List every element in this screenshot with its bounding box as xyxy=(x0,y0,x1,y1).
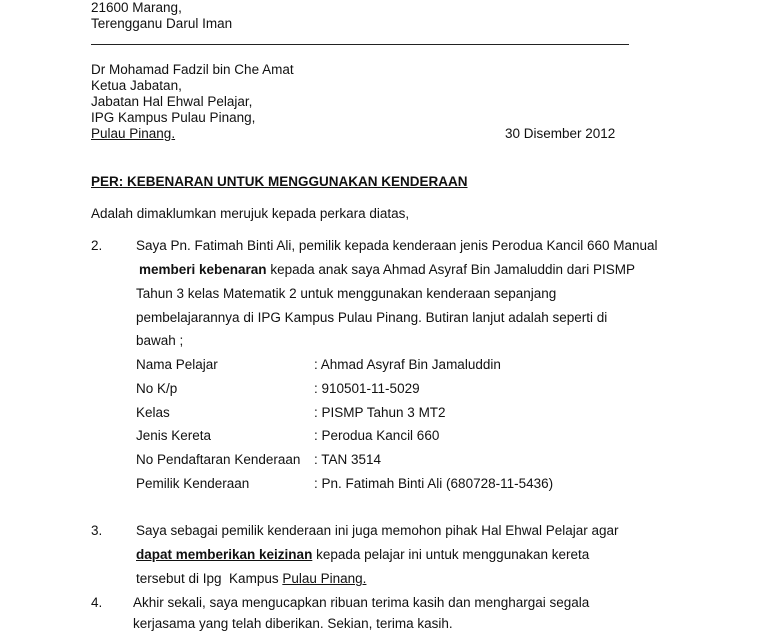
detail-label: Kelas xyxy=(136,405,170,420)
sender-state: Terengganu Darul Iman xyxy=(91,16,233,31)
para3-emphasis: dapat memberikan keizinan xyxy=(136,547,313,562)
para4-line1: Akhir sekali, saya mengucapkan ribuan terima kasih dan menghargai segala xyxy=(133,595,590,610)
letter-subject: PER: KEBENARAN UNTUK MENGGUNAKAN KENDERAAN xyxy=(91,174,468,189)
para3-line3 xyxy=(136,571,366,587)
detail-label: No Pendaftaran Kenderaan xyxy=(136,452,301,467)
para3-line3-b: Pulau Pinang. xyxy=(282,571,367,586)
recipient-institution: IPG Kampus Pulau Pinang, xyxy=(91,110,256,125)
para2-line1: Saya Pn. Fatimah Binti Ali, pemilik kepada kenderaan jenis Perodua Kancil 660 Manual xyxy=(136,238,658,253)
recipient-name: Dr Mohamad Fadzil bin Che Amat xyxy=(91,62,294,77)
detail-value: : Pn. Fatimah Binti Ali (680728-11-5436) xyxy=(314,476,554,491)
detail-value: : PISMP Tahun 3 MT2 xyxy=(314,405,446,420)
para4-line2: kerjasama yang telah diberikan. Sekian, terima kasih. xyxy=(133,616,453,631)
para3-line3-a: tersebut di Ipg Kampus xyxy=(136,571,283,586)
para3-number: 3. xyxy=(91,523,103,538)
detail-value: : TAN 3514 xyxy=(314,452,382,467)
para3-line1: Saya sebagai pemilik kenderaan ini juga memohon pihak Hal Ehwal Pelajar agar xyxy=(136,523,619,538)
recipient-department: Jabatan Hal Ehwal Pelajar, xyxy=(91,94,253,109)
para2-line4: pembelajarannya di IPG Kampus Pulau Pinang. Butiran lanjut adalah seperti di xyxy=(136,310,608,325)
detail-label: Pemilik Kenderaan xyxy=(136,476,250,491)
para2-emphasis: memberi kebenaran xyxy=(139,262,267,277)
para2-line3: Tahun 3 kelas Matematik 2 untuk menggunakan kenderaan sepanjang xyxy=(136,286,557,301)
opening-line: Adalah dimaklumkan merujuk kepada perkara diatas, xyxy=(91,206,410,221)
detail-label: Nama Pelajar xyxy=(136,357,218,372)
recipient-city: Pulau Pinang. xyxy=(91,126,176,141)
para2-line5: bawah ; xyxy=(136,333,184,348)
detail-value: : 910501-11-5029 xyxy=(314,381,420,396)
detail-label: Jenis Kereta xyxy=(136,428,212,443)
para3-line2 xyxy=(136,547,589,563)
para2-number: 2. xyxy=(91,238,103,253)
divider-line xyxy=(91,44,629,45)
recipient-position: Ketua Jabatan, xyxy=(91,78,182,93)
letter-date: 30 Disember 2012 xyxy=(505,126,616,141)
detail-label: No K/p xyxy=(136,381,178,396)
para2-line2 xyxy=(139,262,635,278)
para4-number: 4. xyxy=(91,595,103,610)
sender-postcode: 21600 Marang, xyxy=(91,0,182,15)
detail-value: : Ahmad Asyraf Bin Jamaluddin xyxy=(314,357,501,372)
para2-line2-rest: kepada anak saya Ahmad Asyraf Bin Jamaluddin dari PISMP xyxy=(266,262,636,277)
para3-line2-rest: kepada pelajar ini untuk menggunakan kereta xyxy=(312,547,590,562)
detail-value: : Perodua Kancil 660 xyxy=(314,428,440,443)
